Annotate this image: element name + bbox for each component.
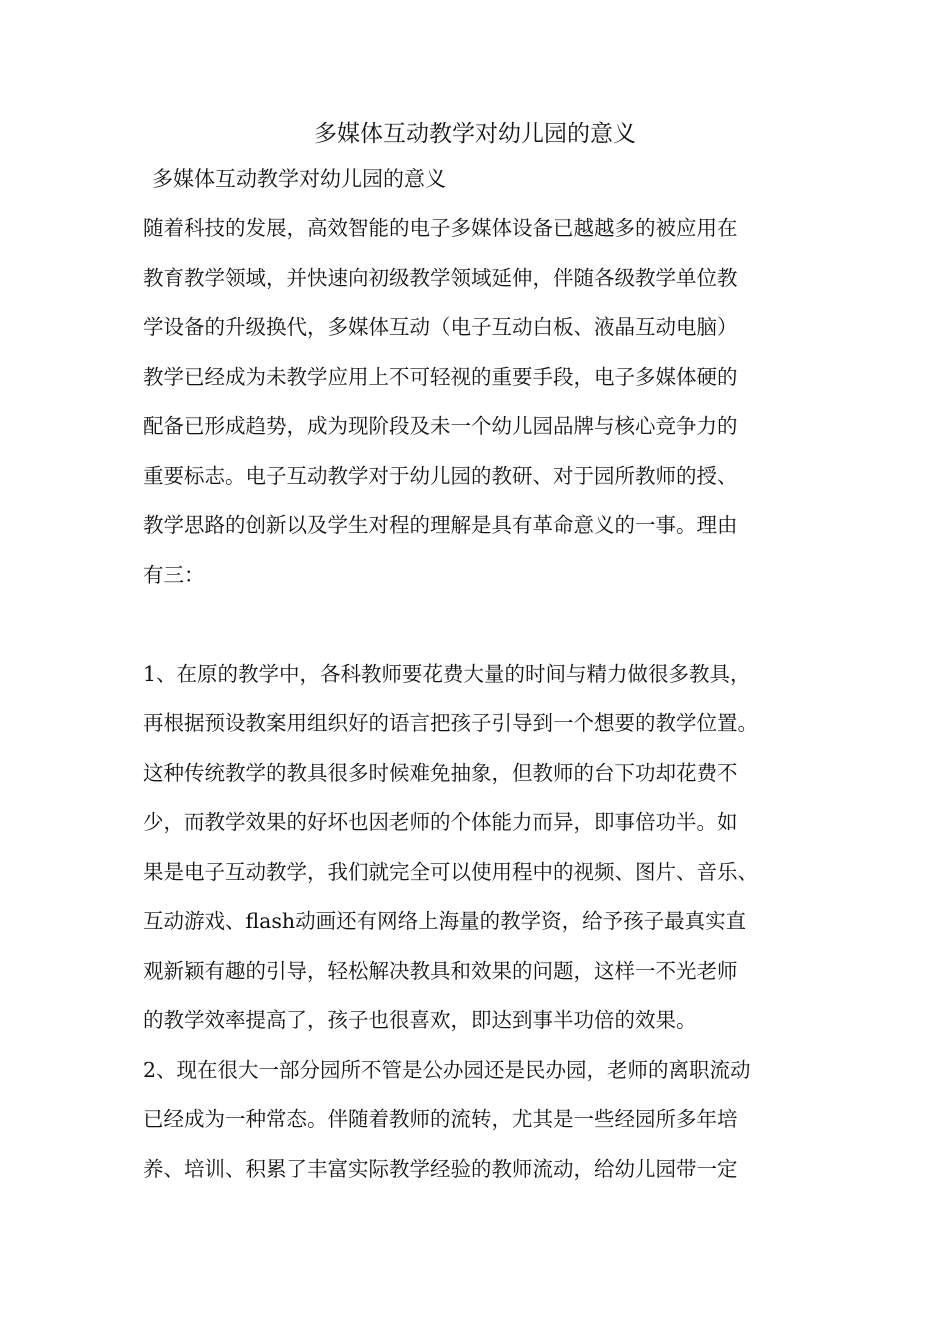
text-line: 果是电子互动教学，我们就完全可以使用程中的视频、图片、音乐、 <box>143 859 758 884</box>
text-line: 教育教学领域，并快速向初级教学领域延伸，伴随各级教学单位教 <box>143 265 738 290</box>
text-line: 教学已经成为未教学应用上不可轻视的重要手段，电子多媒体硬的 <box>143 364 738 389</box>
text-line: 有三： <box>143 562 205 587</box>
document-title: 多媒体互动教学对幼儿园的意义 <box>314 121 636 147</box>
point-2-paragraph <box>143 1046 823 1195</box>
text-line: 这种传统教学的教具很多时候难免抽象，但教师的台下功却花费不 <box>143 760 738 785</box>
text-line: 少，而教学效果的好坏也因老师的个体能力而异，即事倍功半。如 <box>143 810 738 834</box>
text-line: 的教学效率提高了，孩子也很喜欢，即达到事半功倍的效果。 <box>143 1008 697 1032</box>
paragraph-gap <box>143 600 823 650</box>
document-body <box>143 204 823 1194</box>
intro-paragraph <box>143 204 823 600</box>
text-line: 1、在原的教学中，各科教师要花费大量的时间与精力做很多教具， <box>143 661 751 686</box>
text-line: 2、现在很大一部分园所不管是公办园还是民办园，老师的离职流动 <box>143 1057 751 1082</box>
point-1-paragraph <box>143 650 823 1046</box>
text-line: 已经成为一种常态。伴随着教师的流转，尤其是一些经园所多年培 <box>143 1107 738 1131</box>
text-line: 再根据预设教案用组织好的语言把孩子引导到一个想要的教学位置。 <box>143 711 758 735</box>
document-subtitle: 多媒体互动教学对幼儿园的意义 <box>152 167 446 191</box>
text-line: 养、培训、积累了丰富实际教学经验的教师流动，给幼儿园带一定 <box>143 1156 738 1181</box>
text-line: 观新颖有趣的引导，轻松解决教具和效果的问题，这样一不光老师 <box>143 958 738 983</box>
text-line: 学设备的升级换代，多媒体互动（电子互动白板、液晶互动电脑） <box>143 315 738 339</box>
text-line: 随着科技的发展，高效智能的电子多媒体设备已越越多的被应用在 <box>143 216 738 240</box>
text-line: 重要标志。电子互动教学对于幼儿园的教研、对于园所教师的授、 <box>143 463 738 488</box>
text-line: 互动游戏、flash动画还有网络上海量的教学资，给予孩子最真实直 <box>143 909 747 933</box>
text-line: 教学思路的创新以及学生对程的理解是具有革命意义的一事。理由 <box>143 513 738 537</box>
text-line: 配备已形成趋势，成为现阶段及未一个幼儿园品牌与核心竞争力的 <box>143 414 738 438</box>
